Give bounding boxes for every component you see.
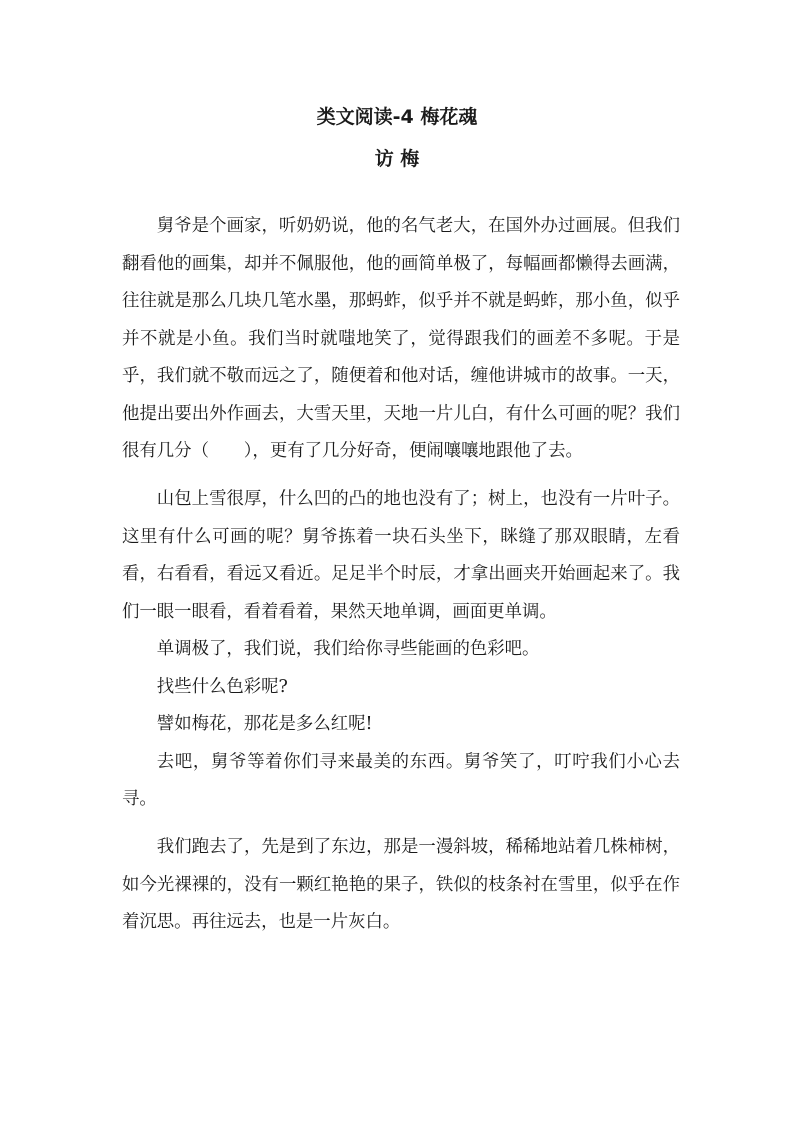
document-title: 类文阅读-4 梅花魂 (316, 106, 478, 128)
paragraph-3: 单调极了，我们说，我们给你寻些能画的色彩吧。 (156, 639, 540, 660)
paragraph-6: 去吧，舅爷等着你们寻来最美的东西。舅爷笑了，叮咛我们小心去寻。 (122, 751, 680, 810)
paragraph-2: 山包上雪很厚，什么凹的凸的地也没有了；树上，也没有一片叶子。这里有什么可画的呢？舅爷拣着一块石头坐下，眯缝了那双眼睛，左看看，右看看，看远又看近。足足半个时辰，才拿出画夹开始画起来了。我们一眼一眼看，看着看着，果然天地单调，画面更单调。 (122, 489, 680, 622)
document-subtitle: 访 梅 (374, 148, 420, 170)
paragraph-1: 舅爷是个画家，听奶奶说，他的名气老大，在国外办过画展。但我们翻看他的画集，却并不佩服他，他的画简单极了，每幅画都懒得去画满，往往就是那么几块几笔水墨，那蚂蚱，似乎并不就是蚂蚱，那小鱼，似乎并不就是小鱼。我们当时就嗤地笑了，觉得跟我们的画差不多呢。于是乎，我们就不敬而远之了，随便着和他对话，缠他讲城市的故事。一天，他提出要出外作画去，大雪天里，天地一片儿白，有什么可画的呢？我们很有几分（ ），更有了几分好奇，便闹嚷嚷地跟他了去。 (122, 216, 680, 461)
document-body (122, 208, 680, 942)
paragraph-4: 找些什么色彩呢? (156, 676, 288, 697)
paragraph-5: 譬如梅花，那花是多么红呢! (156, 714, 373, 735)
paragraph-7: 我们跑去了，先是到了东边，那是一漫斜坡，稀稀地站着几株柿树，如今光裸裸的，没有一颗红艳艳的果子，铁似的枝条衬在雪里，似乎在作着沉思。再往远去，也是一片灰白。 (122, 837, 680, 933)
